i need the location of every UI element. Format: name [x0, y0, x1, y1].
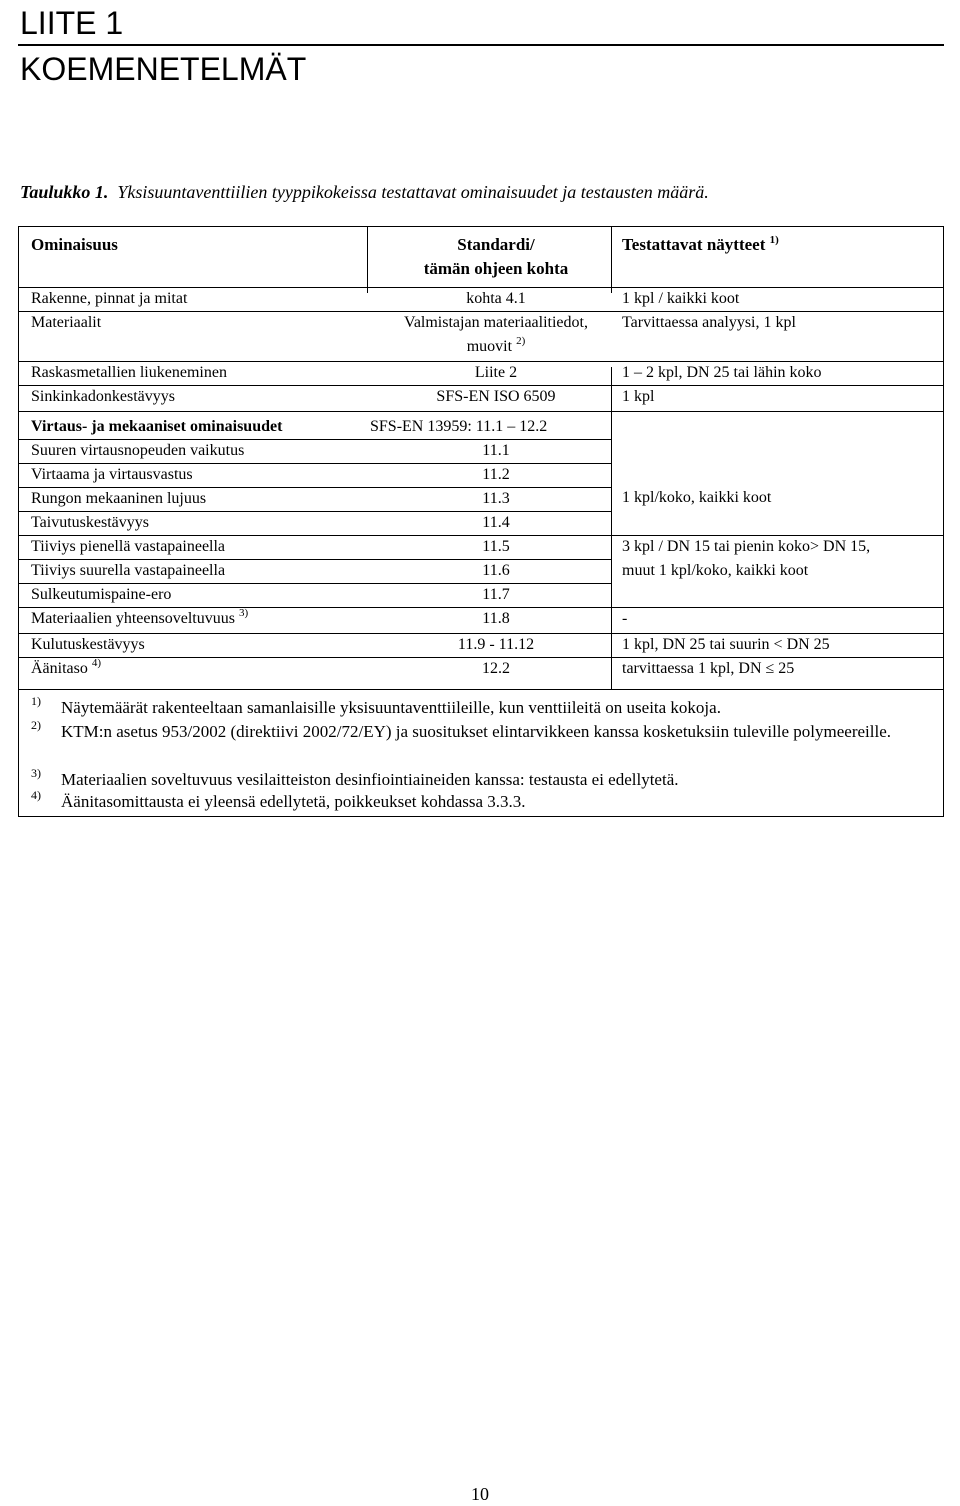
- row-prop: Taivutuskestävyys: [31, 514, 149, 531]
- row-prop: Suuren virtausnopeuden vaikutus: [31, 442, 245, 459]
- group-samples-mech: 1 kpl/koko, kaikki koot: [622, 489, 772, 506]
- footnote-text: Materiaalien soveltuvuus vesilaitteiston desinfiointiaineiden kanssa: testausta ei edellytetä.: [61, 770, 679, 789]
- row-std: 11.1: [482, 442, 510, 459]
- group-samples-tight-line1: 3 kpl / DN 15 tai pienin koko> DN 15,: [622, 538, 871, 555]
- table-caption: [20, 182, 709, 203]
- footnote-mark: 4): [31, 788, 41, 802]
- row-std: 11.5: [482, 538, 510, 555]
- footnote-mark: 2): [31, 718, 41, 732]
- caption-label: Taulukko 1.: [20, 182, 109, 202]
- header-standard-line1: Standardi/: [457, 235, 535, 254]
- row-prop: Sinkinkadonkestävyys: [31, 388, 175, 405]
- row-std: 11.8: [482, 610, 510, 627]
- row-samples: tarvittaessa 1 kpl, DN ≤ 25: [622, 660, 795, 677]
- footnote-text: KTM:n asetus 953/2002 (direktiivi 2002/72/EY) ja suositukset elintarvikkeen kanssa kosketuksiin tuleville polymeereille.: [61, 722, 892, 741]
- caption-text: Yksisuuntaventtiilien tyyppikokeissa testattavat ominaisuudet ja testausten määrä.: [117, 182, 709, 202]
- row-prop: [31, 657, 101, 681]
- row-std-sup: 2): [516, 335, 526, 347]
- row-samples: 1 kpl / kaikki koot: [622, 290, 740, 307]
- row-std: SFS-EN ISO 6509: [436, 388, 556, 405]
- row-samples: 1 – 2 kpl, DN 25 tai lähin koko: [622, 364, 822, 381]
- row-std: 12.2: [482, 660, 510, 677]
- properties-table: [18, 226, 944, 690]
- row-prop: Rungon mekaaninen lujuus: [31, 490, 207, 507]
- row-std: kohta 4.1: [466, 290, 526, 307]
- row-samples: 1 kpl: [622, 388, 655, 405]
- title-line-2: KOEMENETELMÄT: [20, 51, 307, 87]
- row-prop-group: Virtaus- ja mekaaniset ominaisuudet: [31, 418, 283, 435]
- row-samples: 1 kpl, DN 25 tai suurin < DN 25: [622, 636, 830, 653]
- row-std-line2: [369, 335, 623, 359]
- row-prop: Sulkeutumispaine-ero: [31, 586, 172, 603]
- row-prop: Virtaama ja virtausvastus: [31, 466, 193, 483]
- row-prop: [31, 607, 248, 631]
- row-samples: -: [622, 610, 628, 627]
- row-std-line1: Valmistajan materiaalitiedot,: [404, 314, 588, 331]
- row-prop: Tiiviys suurella vastapaineella: [31, 562, 226, 579]
- row-prop: Kulutuskestävyys: [31, 636, 145, 653]
- col-divider-1: [367, 227, 368, 293]
- row-prop: Rakenne, pinnat ja mitat: [31, 290, 188, 307]
- row-samples: Tarvittaessa analyysi, 1 kpl: [622, 314, 796, 331]
- footnote-text: Näytemäärät rakenteeltaan samanlaisille yksisuuntaventtiileille, kun venttiileitä on useita kokoja.: [61, 698, 721, 717]
- row-std: 11.7: [482, 586, 510, 603]
- row-prop-text: Materiaalien yhteensoveltuvuus: [31, 610, 235, 627]
- row-prop: Raskasmetallien liukeneminen: [31, 364, 227, 381]
- row-std: 11.3: [482, 490, 510, 507]
- row-rule: [19, 411, 943, 412]
- footnotes: [18, 688, 944, 817]
- header-samples: [622, 233, 779, 257]
- header-standard-line2: tämän ohjeen kohta: [423, 259, 569, 278]
- title-rule: [18, 44, 944, 46]
- page-number: 10: [471, 1484, 489, 1504]
- header-samples-text: Testattavat näytteet: [622, 235, 766, 254]
- footnote-mark: 3): [31, 766, 41, 780]
- row-std-group: SFS-EN 13959: 11.1 – 12.2: [370, 418, 548, 435]
- row-prop-sup: 4): [91, 657, 102, 669]
- row-std-line2-text: muovit: [466, 338, 513, 355]
- row-std: 11.4: [482, 514, 510, 531]
- footnote-text: Äänitasomittausta ei yleensä edellytetä, poikkeukset kohdassa 3.3.3.: [61, 792, 526, 811]
- header-property: Ominaisuus: [31, 235, 118, 254]
- row-std: 11.9 - 11.12: [457, 636, 535, 653]
- group-samples-tight-line2: muut 1 kpl/koko, kaikki koot: [622, 562, 809, 579]
- row-std: 11.2: [482, 466, 510, 483]
- row-prop: Materiaalit: [31, 314, 102, 331]
- row-prop: Tiiviys pienellä vastapaineella: [31, 538, 226, 555]
- row-std: Liite 2: [474, 364, 518, 381]
- header-samples-sup: 1): [769, 234, 779, 246]
- row-prop-sup: 3): [238, 607, 249, 619]
- row-prop-text: Äänitaso: [31, 660, 88, 677]
- row-std: 11.6: [482, 562, 510, 579]
- title-line-1: LIITE 1: [20, 5, 124, 41]
- footnote-mark: 1): [31, 694, 41, 708]
